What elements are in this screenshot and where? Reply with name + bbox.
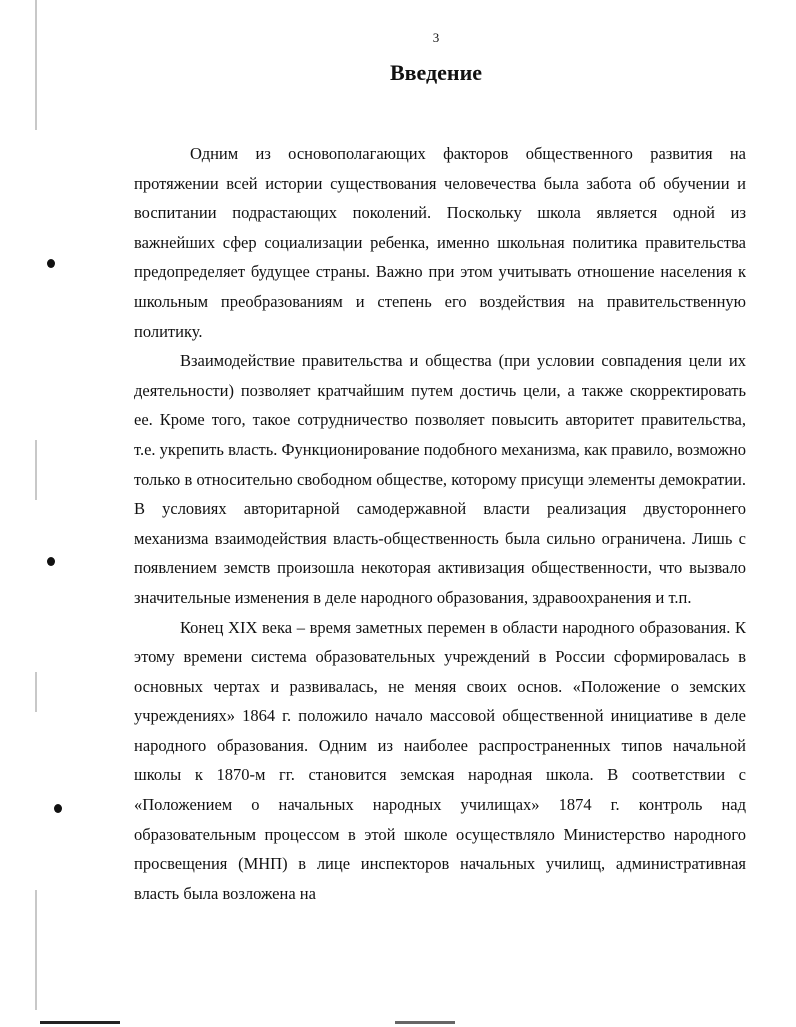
page-number: 3 (432, 30, 440, 45)
paragraph: Одним из основополагающих факторов общественного развития на протяжении всей истории существования человечества была забота об обучении и воспитании подрастающих поколений. Поскольку школа является одной из важнейших сфер социализации ребенка, именно школьная политика правительства предопределяет будущее страны. Важно при этом учитывать отношение населения к школьным преобразованиям и степень его воздействия на правительственную политику. (134, 144, 746, 341)
page-title: Введение (389, 60, 483, 85)
scan-edge-line (35, 890, 37, 1010)
scan-bottom-mark (40, 1021, 120, 1024)
paragraph: Взаимодействие правительства и общества (при условии совпадения цели их деятельности) позволяет кратчайшим путем достичь цели, а также скорректировать ее. Кроме того, такое сотрудничество позволяет повысить авторитет правительства, т.е. укрепить власть. Функционирование подобного механизма, как правило, возможно только в относительно свободном обществе, которому присущи элементы демократии. В условиях авторитарной самодержавной власти реализация двустороннего механизма взаимодействия власть-общественность была сильно ограничена. Лишь с появлением земств произошла некоторая активизация общественности, что вызвало значительные изменения в деле народного образования, здравоохранения и т.п. (134, 351, 746, 607)
scan-edge-line (35, 440, 37, 500)
paragraph: Конец XIX века – время заметных перемен в области народного образования. К этому времени система образовательных учреждений в России сформировалась в основных чертах и развивалась, не меняя своих основ. «Положение о земских учреждениях» 1864 г. положило начало массовой общественной инициативе в деле народного образования. Одним из наиболее распространенных типов начальной школы к 1870-м гг. становится земская народная школа. В соответствии с «Положением о начальных народных училищах» 1874 г. контроль над образовательным процессом в этой школе осуществляло Министерство народного просвещения (МНП) в лице инспекторов начальных училищ, административная власть была возложена на (134, 617, 746, 903)
scan-bottom-mark (395, 1021, 455, 1024)
scan-edge-line (35, 672, 37, 712)
binding-hole-mark (47, 557, 55, 566)
body-text (134, 139, 746, 908)
binding-hole-mark (54, 804, 62, 813)
binding-hole-mark (47, 259, 55, 268)
